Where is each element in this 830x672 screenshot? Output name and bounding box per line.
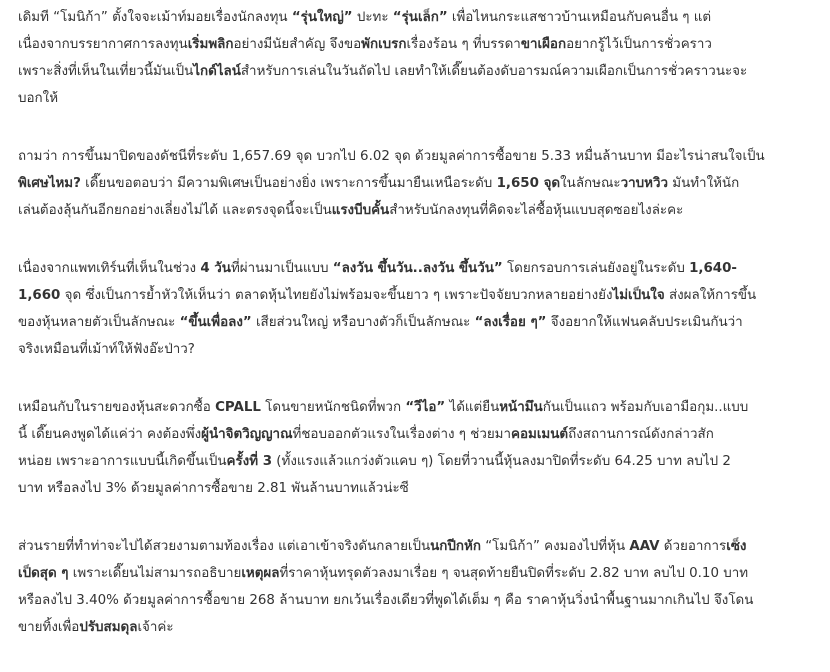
bold-text: ขาเผือก: [520, 37, 567, 52]
bold-text: 1,640-: [689, 261, 737, 276]
text-run: ที่ราคาหุ้นทรุดตัวลงมาเรื่อย ๆ จนสุดท้ายยืนปิดที่ระดับ 2.82 บาท ลบไป 0.10 บาท: [279, 566, 749, 581]
text-run: ที่ผ่านมาเป็นแบบ: [230, 261, 333, 276]
bold-text: เริ่มพลิก: [187, 37, 234, 52]
text-line: [18, 533, 818, 560]
bold-text: “รุ่นใหญ่”: [291, 10, 353, 25]
text-line: [18, 255, 818, 282]
paragraph-pattern: [18, 255, 818, 363]
text-line: [18, 309, 818, 336]
text-line: [18, 282, 818, 309]
text-line: [18, 448, 818, 475]
text-run: หน่อย เพราะอาการแบบนี้เกิดขึ้นเป็น: [18, 454, 227, 469]
text-line: [18, 143, 818, 170]
text-run: ที่ชอบออกตัวแรงในเรื่องต่าง ๆ ช่วยมา: [292, 427, 512, 442]
bold-text: ผู้นำจิตวิญญาณ: [201, 427, 293, 442]
text-run: เพราะเดี๊ยนไม่สามารถอธิบาย: [68, 566, 242, 581]
text-run: (ทั้งแรงแล้วแกว่งตัวแคบ ๆ) โดยที่วานนี้หุ้นลงมาปิดที่ระดับ 64.25 บาท ลบไป 2: [272, 454, 731, 469]
text-line: [18, 85, 818, 112]
text-run: ส่งผลให้การขึ้น: [664, 288, 757, 303]
text-run: กันเป็นแถว พร้อมกับเอามือกุม..แบบ: [542, 400, 749, 415]
text-run: จึงอยากให้แฟนคลับประเมินกันว่า: [546, 315, 743, 330]
text-run: ถามว่า การขึ้นมาปิดของดัชนีที่ระดับ 1,657.69 จุด บวกไป 6.02 จุด ด้วยมูลค่าการซื้อขาย 5.33 หมื่นล้านบาท มีอะไรน่าสนใจเป็น: [18, 149, 765, 164]
text-line: [18, 421, 818, 448]
text-run: เพื่อไหนกระแสชาวบ้านเหมือนกับคนอื่น ๆ แต่: [447, 10, 712, 25]
text-run: สำหรับการเล่นในวันถัดไป เลยทำให้เดี๊ยนต้องดับอารมณ์ความเผือกเป็นการชั่วคราวนะจะ: [240, 64, 748, 79]
text-run: โดนขายหนักชนิดที่พวก: [260, 400, 406, 415]
bold-text: นกปีกหัก: [430, 539, 481, 554]
text-run: นี้ เดี๊ยนคงพูดได้แค่ว่า คงต้องพึ่ง: [18, 427, 202, 442]
text-run: ในลักษณะ: [560, 176, 621, 191]
bold-text: “รุ่นเล็ก”: [392, 10, 448, 25]
text-line: [18, 560, 818, 587]
bold-text: 1,660: [18, 288, 61, 303]
text-run: เสียส่วนใหญ่ หรือบางตัวก็เป็นลักษณะ: [251, 315, 475, 330]
bold-text: ไม่เป็นใจ: [612, 288, 665, 303]
text-run: อย่างมีนัยสำคัญ จึงขอ: [233, 37, 362, 52]
text-run: อยากรู้ไว้เป็นการชั่วคราว: [566, 37, 712, 52]
bold-text: AAV: [629, 539, 660, 554]
text-run: ด้วยอาการ: [659, 539, 727, 554]
article-body: [18, 4, 818, 672]
text-run: ส่วนรายที่ทำท่าจะไปได้สวยงามตามท้องเรื่อง แต่เอาเข้าจริงดันกลายเป็น: [18, 539, 431, 554]
text-run: หรือลงไป 3.40% ด้วยมูลค่าการซื้อขาย 268 ล้านบาท ยกเว้นเรื่องเดียวที่พูดได้เต็ม ๆ คือ ราคาหุ้นวิ่งนำพื้นฐานมากเกินไป จึงโดน: [18, 593, 754, 608]
text-run: มันทำให้นัก: [667, 176, 740, 191]
text-run: ได้แต่ยืน: [445, 400, 500, 415]
text-run: จริงเหมือนที่เม้าท์ให้ฟังอ๊ะป่าว?: [18, 342, 195, 357]
paragraph-index-close: [18, 143, 818, 224]
bold-text: ไกด์ไลน์: [193, 64, 241, 79]
text-line: [18, 58, 818, 85]
text-run: ขายทิ้งเพื่อ: [18, 620, 80, 635]
text-run: เดี๊ยนขอตอบว่า มีความพิเศษเป็นอย่างยิ่ง เพราะการขึ้นมายืนเหนือระดับ: [80, 176, 497, 191]
text-run: เนื่องจากแพทเทิร์นที่เห็นในช่วง: [18, 261, 201, 276]
paragraph-intro: [18, 4, 818, 112]
text-run: ปะทะ: [352, 10, 393, 25]
text-run: เรื่องร้อน ๆ ที่บรรดา: [406, 37, 521, 52]
bold-text: “ลงวัน ขึ้นวัน..ลงวัน ขึ้นวัน”: [332, 261, 503, 276]
text-run: เดิมที “โมนิก้า” ตั้งใจจะเม้าท์มอยเรื่องนักลงทุน: [18, 10, 292, 25]
text-line: [18, 31, 818, 58]
bold-text: ครั้งที่ 3: [226, 454, 273, 469]
text-run: เหมือนกับในรายของหุ้นสะดวกซื้อ: [18, 400, 216, 415]
bold-text: 1,650 จุด: [496, 176, 561, 191]
bold-text: CPALL: [215, 400, 261, 415]
bold-text: แรงบีบคั้น: [331, 203, 390, 218]
paragraph-cpall: [18, 394, 818, 502]
bold-text: หน้ามึน: [499, 400, 543, 415]
text-run: เพราะสิ่งที่เห็นในเที่ยวนี้มันเป็น: [18, 64, 194, 79]
bold-text: พิเศษไหม?: [18, 176, 81, 191]
text-line: [18, 614, 818, 641]
text-line: [18, 587, 818, 614]
bold-text: “ขึ้นเพื่อลง”: [179, 315, 252, 330]
bold-text: วาบหวิว: [620, 176, 668, 191]
text-run: บาท หรือลงไป 3% ด้วยมูลค่าการซื้อขาย 2.81 พันล้านบาทแล้วน่ะซี: [18, 481, 409, 496]
text-run: เนื่องจากบรรยากาศการลงทุน: [18, 37, 188, 52]
text-run: เล่นต้องลุ้นกันอีกยกอย่างเลี่ยงไม่ได้ และตรงจุดนี้จะเป็น: [18, 203, 332, 218]
bold-text: 4 วัน: [200, 261, 231, 276]
text-run: สำหรับนักลงทุนที่คิดจะไล่ซื้อหุ้นแบบสุดซอยไงล่ะคะ: [389, 203, 684, 218]
text-run: ของหุ้นหลายตัวเป็นลักษณะ: [18, 315, 180, 330]
text-run: เจ้าค่ะ: [137, 620, 174, 635]
text-line: [18, 475, 818, 502]
paragraph-aav: [18, 533, 818, 641]
bold-text: “วีไอ”: [405, 400, 446, 415]
bold-text: เซ็ง: [726, 539, 747, 554]
bold-text: ปรับสมดุล: [79, 620, 138, 635]
text-line: [18, 170, 818, 197]
text-run: บอกให้: [18, 91, 59, 106]
text-run: โดยกรอบการเล่นยังอยู่ในระดับ: [502, 261, 690, 276]
text-line: [18, 4, 818, 31]
text-run: ถึงสถานการณ์ดังกล่าวสัก: [568, 427, 714, 442]
bold-text: เป็ดสุด ๆ: [18, 566, 69, 581]
text-line: [18, 197, 818, 224]
bold-text: “ลงเรื่อย ๆ”: [474, 315, 547, 330]
text-run: จุด ซึ่งเป็นการย้ำหัวให้เห็นว่า ตลาดหุ้นไทยยังไม่พร้อมจะขึ้นยาว ๆ เพราะปัจจัยบวกหลายอย่างยัง: [60, 288, 613, 303]
text-run: “โมนิก้า” คงมองไปที่หุ้น: [480, 539, 630, 554]
text-line: [18, 336, 818, 363]
bold-text: คอมเมนต์: [511, 427, 569, 442]
text-line: [18, 394, 818, 421]
bold-text: เหตุผล: [241, 566, 280, 581]
bold-text: พักเบรก: [361, 37, 407, 52]
